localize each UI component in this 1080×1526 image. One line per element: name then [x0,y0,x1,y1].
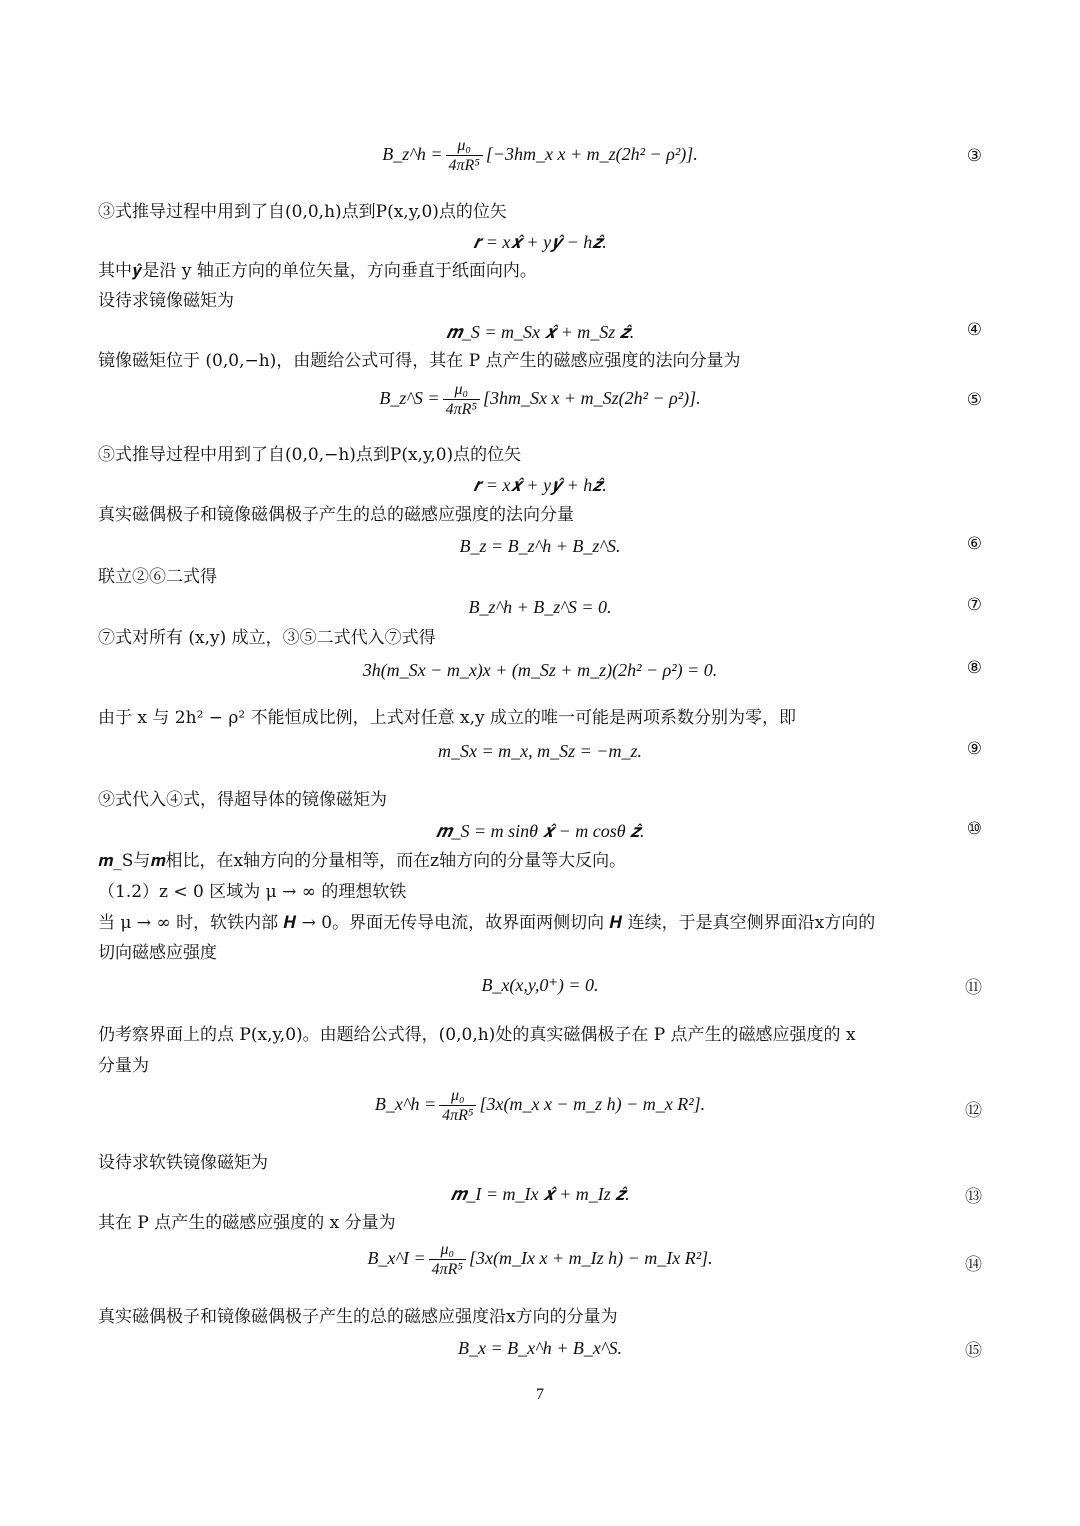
paragraph-line: 由于 x 与 2h² − ρ² 不能恒成比例，上式对任意 x,y 成立的唯一可能是两项系数分别为零，即 [98,708,797,728]
equation-number: ⑨ [966,739,982,759]
paragraph-line: （1.2）z < 0 区域为 μ → ∞ 的理想软铁 [98,882,407,902]
equation-lhs: B_x^I = [367,1248,426,1268]
equation: 𝒎_I = m_Ix 𝒙̂ + m_Iz 𝒛̂. [450,1184,630,1204]
equation-lhs: B_z^S = [379,388,440,408]
equation: B_z^h + B_z^S = 0. [468,597,612,617]
equation: 𝒎_S = m_Sx 𝒙̂ + m_Sz 𝒛̂. [445,322,635,342]
equation-number: ③ [966,146,982,166]
equation-number: ⑤ [966,390,982,410]
paragraph-line: 设待求镜像磁矩为 [98,291,234,311]
paragraph-line: ③式推导过程中用到了自(0,0,h)点到P(x,y,0)点的位矢 [98,202,507,222]
equation: B_x = B_x^h + B_x^S. [458,1338,622,1358]
equation [0,1084,1080,1125]
equation-number: ⑩ [966,819,982,839]
paragraph-line: ⑤式推导过程中用到了自(0,0,−h)点到P(x,y,0)点的位矢 [98,445,522,465]
equation-number: ⑭ [965,1255,982,1275]
equation: 𝒓 = x𝒙̂ + y𝒚̂ − h𝒛̂. [473,232,607,252]
paragraph-line: 设待求软铁镜像磁矩为 [98,1153,268,1173]
equation [0,378,1080,419]
paragraph-line: 其在 P 点产生的磁感应强度的 x 分量为 [98,1213,396,1233]
equation-number: ⑫ [965,1101,982,1121]
equation-rhs: [3hm_Sx x + m_Sz(2h² − ρ²)]. [482,388,701,408]
paragraph-line: 其中𝒚̂是沿 y 轴正方向的单位矢量，方向垂直于纸面向内。 [98,261,537,281]
equation: m_Sx = m_x, m_Sz = −m_z. [438,741,642,761]
equation: 𝒎_S = m sinθ 𝒙̂ − m cosθ 𝒛̂. [435,821,645,841]
equation-number: ⑥ [966,534,982,554]
paragraph-line: 当 μ → ∞ 时，软铁内部 𝑯 → 0。界面无传导电流，故界面两侧切向 𝑯 连续，于是真空侧界面沿x方向的 [98,913,876,933]
paragraph-line: 镜像磁矩位于 (0,0,−h)，由题给公式可得，其在 P 点产生的磁感应强度的法向分量为 [98,351,741,371]
equation-rhs: [3x(m_x x − m_z h) − m_x R²]. [479,1094,706,1114]
equation-fraction: $\frac{\text{μ₀}}{\text{4πR⁵}}$ [429,1240,466,1279]
paragraph-line: 真实磁偶极子和镜像磁偶极子产生的总的磁感应强度的法向分量 [98,505,574,525]
page-number: 7 [536,1386,544,1403]
equation-fraction: $\frac{\text{μ₀}}{\text{4πR⁵}}$ [439,1086,476,1125]
paragraph-line: 真实磁偶极子和镜像磁偶极子产生的总的磁感应强度沿x方向的分量为 [98,1307,618,1327]
equation: 3h(m_Sx − m_x)x + (m_Sz + m_z)(2h² − ρ²) = 0. [362,660,718,680]
paragraph-line: ⑦式对所有 (x,y) 成立，③⑤二式代入⑦式得 [98,628,436,648]
equation: B_z = B_z^h + B_z^S. [459,536,621,556]
equation [0,1238,1080,1279]
equation-number: ⑪ [965,978,982,998]
paragraph-line: 仍考察界面上的点 P(x,y,0)。由题给公式得，(0,0,h)处的真实磁偶极子在 P 点产生的磁感应强度的 x [98,1025,856,1045]
equation-number: ⑦ [966,595,982,615]
equation-fraction: $\frac{\text{μ₀}}{\text{4πR⁵}}$ [446,136,483,175]
equation-number: ⑬ [965,1187,982,1207]
equation-lhs: B_x^h = [374,1094,437,1114]
paragraph-line: 切向磁感应强度 [98,943,217,963]
equation-fraction: $\frac{\text{μ₀}}{\text{4πR⁵}}$ [443,380,480,419]
equation-number: ⑮ [965,1341,982,1361]
equation-number: ⑧ [966,658,982,678]
paragraph-line: ⑨式代入④式，得超导体的镜像磁矩为 [98,790,387,810]
equation [0,134,1080,175]
paragraph-line: 分量为 [98,1056,149,1076]
equation-rhs: [3x(m_Ix x + m_Iz h) − m_Ix R²]. [468,1248,713,1268]
equation: B_x(x,y,0⁺) = 0. [481,975,599,995]
equation-number: ④ [966,320,982,340]
paragraph-line: 𝒎_S与𝒎相比，在x轴方向的分量相等，而在z轴方向的分量等大反向。 [98,851,627,871]
equation: 𝒓 = x𝒙̂ + y𝒚̂ + h𝒛̂. [473,475,607,495]
equation-lhs: B_z^h = [382,144,443,164]
paragraph-line: 联立②⑥二式得 [98,567,217,587]
equation-rhs: [−3hm_x x + m_z(2h² − ρ²)]. [485,144,698,164]
